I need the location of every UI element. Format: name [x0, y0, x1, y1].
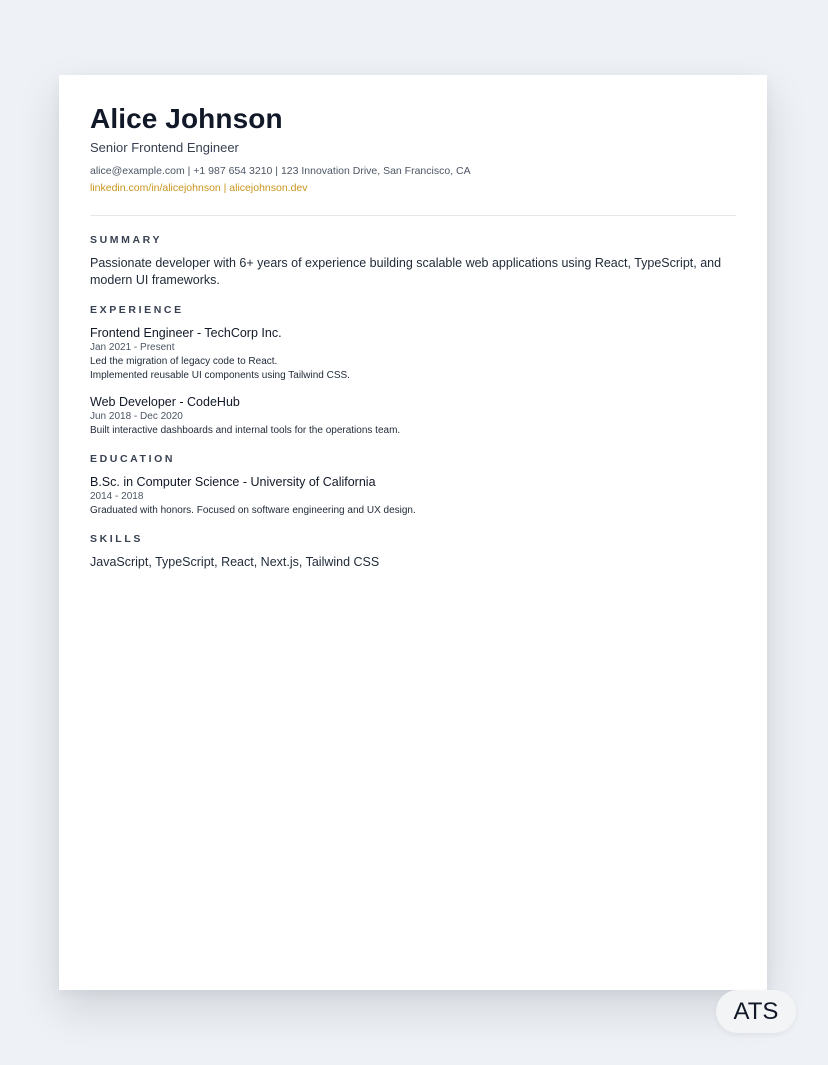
- experience-entry-detail: Implemented reusable UI components using Tailwind CSS.: [90, 370, 350, 381]
- education-entry-title: B.Sc. in Computer Science - University of California: [90, 475, 376, 489]
- summary-section: [90, 233, 736, 289]
- experience-entry-title: Web Developer - CodeHub: [90, 395, 240, 409]
- profile-links[interactable]: linkedin.com/in/alicejohnson | alicejohnson.dev: [90, 182, 308, 194]
- experience-entry-detail: Led the migration of legacy code to React.: [90, 356, 278, 367]
- education-entry-detail: Graduated with honors. Focused on software engineering and UX design.: [90, 505, 416, 516]
- experience-entry-dates: Jun 2018 - Dec 2020: [90, 411, 183, 422]
- resume-name: Alice Johnson: [90, 103, 283, 134]
- experience-heading: EXPERIENCE: [90, 304, 184, 316]
- experience-entry-dates: Jan 2021 - Present: [90, 342, 175, 353]
- education-entry: [90, 474, 736, 518]
- resume-page: [59, 75, 767, 990]
- summary-text: Passionate developer with 6+ years of experience building scalable web applications using React, TypeScript, and modern UI frameworks.: [90, 256, 722, 287]
- skills-list: JavaScript, TypeScript, React, Next.js, Tailwind CSS: [90, 555, 380, 569]
- education-section: [90, 452, 736, 518]
- experience-entry-detail: Built interactive dashboards and internal tools for the operations team.: [90, 425, 401, 436]
- experience-entry: [90, 325, 736, 383]
- experience-entry-title: Frontend Engineer - TechCorp Inc.: [90, 326, 282, 340]
- skills-heading: SKILLS: [90, 533, 143, 545]
- experience-section: [90, 303, 736, 438]
- ats-button[interactable]: ATS: [716, 990, 796, 1033]
- contact-line: alice@example.com | +1 987 654 3210 | 123 Innovation Drive, San Francisco, CA: [90, 165, 471, 177]
- education-entry-dates: 2014 - 2018: [90, 491, 144, 502]
- education-heading: EDUCATION: [90, 453, 176, 465]
- experience-entry: [90, 394, 736, 438]
- skills-section: [90, 532, 736, 570]
- summary-heading: SUMMARY: [90, 234, 163, 246]
- header-divider: [90, 215, 736, 216]
- resume-role: Senior Frontend Engineer: [90, 140, 239, 155]
